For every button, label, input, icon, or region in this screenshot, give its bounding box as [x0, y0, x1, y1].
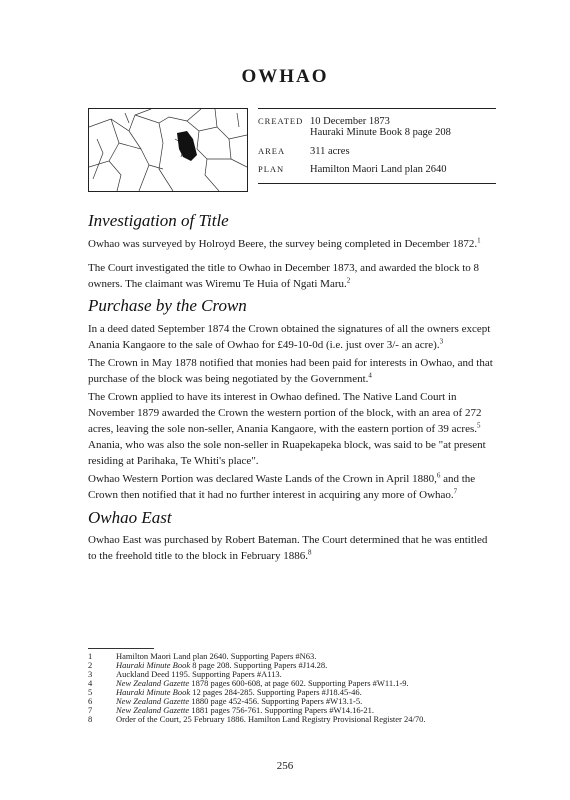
area-label: AREA: [258, 146, 286, 156]
block-metadata: [258, 108, 496, 184]
footnote: 4 New Zealand Gazette 1878 pages 600-608, at page 602. Supporting Papers #W11.1-9.: [88, 678, 409, 688]
footnote-ref: 3: [439, 337, 444, 346]
created-label: CREATED: [258, 116, 304, 126]
paragraph: The Crown in May 1878 notified that monies had been paid for interests in Owhao, and that purchase of the block was being negotiated by the Government.$^4$: [88, 357, 493, 385]
footnote: 2 Hauraki Minute Book 8 page 208. Supporting Papers #J14.28.: [88, 660, 328, 670]
footnote-ref: 1: [477, 236, 481, 245]
footnote: 8 Order of the Court, 25 February 1886. Hamilton Land Registry Provisional Register 24/70.: [88, 714, 426, 724]
paragraph: Owhao was surveyed by Holroyd Beere, the survey being completed in December 1872.$^1$: [88, 236, 481, 250]
footnote-ref: 6: [436, 471, 441, 480]
plan-value: Hamilton Maori Land plan 2640: [310, 164, 447, 175]
paragraph: In a deed dated September 1874 the Crown obtained the signatures of all the owners except Anania Kangaore to the sale of Owhao for £49-10-0d (i.e. just over 3/- an acre).$^3$: [88, 323, 491, 351]
footnote: 6 New Zealand Gazette 1880 page 452-456. Supporting Papers #W13.1-5.: [88, 696, 363, 706]
footnote-ref: 7: [453, 487, 458, 496]
footnote: 1 Hamilton Maori Land plan 2640. Supporting Papers #N63.: [88, 651, 317, 661]
footnote-divider: [88, 648, 154, 649]
section-heading-investigation: Investigation of Title: [88, 211, 229, 230]
footnote-ref: 8: [307, 548, 312, 557]
footnote: 7 New Zealand Gazette 1881 pages 756-761. Supporting Papers #W14.16-21.: [88, 705, 375, 715]
paragraph: The Court investigated the title to Owhao in December 1873, and awarded the block to 8 owners. The claimant was Wiremu Te Huia of Ngati Maru.$^2$: [88, 262, 479, 290]
footnote: 3 Auckland Deed 1195. Supporting Papers #A113.: [88, 669, 282, 679]
plan-label: PLAN: [258, 164, 285, 174]
section-heading-purchase: Purchase by the Crown: [88, 296, 247, 315]
created-date: 10 December 1873: [310, 116, 390, 127]
created-source: Hauraki Minute Book 8 page 208: [310, 127, 451, 138]
footnote-ref: 5: [477, 421, 481, 430]
footnote-ref: 2: [346, 276, 351, 285]
footnote: 5 Hauraki Minute Book 12 pages 284-285. Supporting Papers #J18.45-46.: [88, 687, 362, 697]
paragraph: Owhao East was purchased by Robert Bateman. The Court determined that he was entitled to the freehold title to the block in February 1886.$^8$: [88, 534, 488, 562]
area-value: 311 acres: [310, 146, 350, 157]
paragraph: The Crown applied to have its interest in Owhao defined. The Native Land Court in November 1879 awarded the Crown the western portion of the block, with an area of 272 acres, leaving the sole non-seller, Anania Kangaore, with the eastern portion of 39 acres.$^5$ Anania, who was also the sole non-seller in Ruapekapeka block, was said to be "at present residing at Parihaka, Te Whiti's place".: [88, 391, 486, 467]
page-title: OWHAO: [241, 66, 329, 87]
paragraph: Owhao Western Portion was declared Waste Lands of the Crown in April 1880,$^6$ and the Crown then notified that it had no further interest in acquiring any more of Owhao.$^7$: [88, 471, 476, 501]
location-map: [88, 108, 248, 192]
page-number: 256: [276, 760, 294, 772]
footnote-ref: 4: [368, 371, 372, 380]
section-heading-owhao-east: Owhao East: [88, 508, 172, 527]
owhao-block-shape: [177, 131, 197, 161]
